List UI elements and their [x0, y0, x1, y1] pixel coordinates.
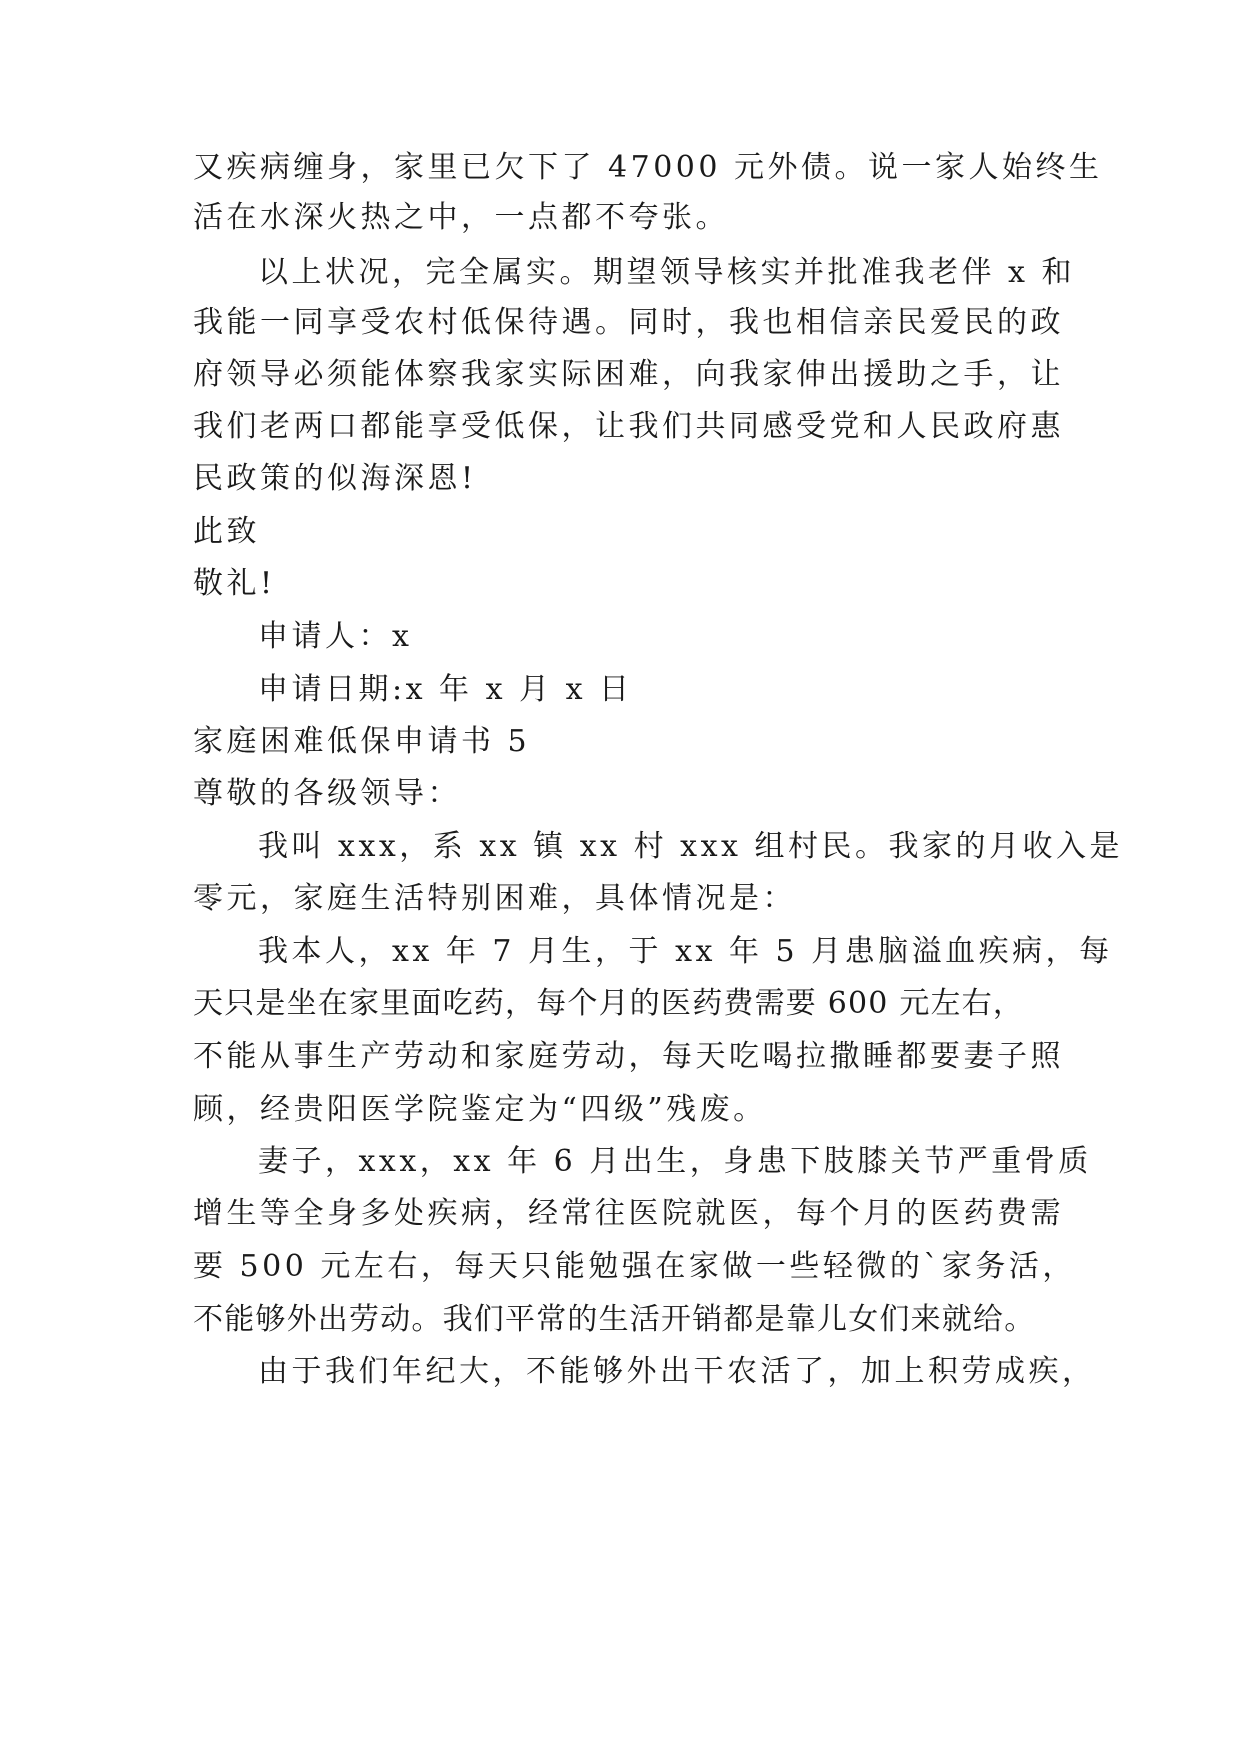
text-line: 府领导必须能体察我家实际困难，向我家伸出援助之手，让 [193, 357, 1064, 392]
paragraph-first-line: 我本人，xx 年 7 月生，于 xx 年 5 月患脑溢血疾病，每 [258, 934, 1113, 969]
paragraph-first-line: 以上状况，完全属实。期望领导核实并批准我老伴 x 和 [258, 255, 1075, 290]
paragraph-first-line: 由于我们年纪大，不能够外出干农活了，加上积劳成疾， [258, 1354, 1096, 1389]
text-line: 又疾病缠身，家里已欠下了 47000 元外债。说一家人始终生 [193, 150, 1103, 185]
text-line: 要 500 元左右，每天只能勉强在家做一些轻微的`家务活， [193, 1249, 1076, 1284]
text-line: 增生等全身多处疾病，经常往医院就医，每个月的医药费需 [193, 1196, 1064, 1231]
text-line: 不能从事生产劳动和家庭劳动，每天吃喝拉撒睡都要妻子照 [193, 1039, 1064, 1074]
section-title: 家庭困难低保申请书 5 [193, 724, 531, 759]
text-line: 零元，家庭生活特别困难，具体情况是： [193, 881, 796, 916]
text-line: 不能够外出劳动。我们平常的生活开销都是靠儿女们来就给。 [193, 1302, 1036, 1337]
paragraph-first-line: 我叫 xxx，系 xx 镇 xx 村 xxx 组村民。我家的月收入是 [258, 829, 1123, 864]
text-line: 我能一同享受农村低保待遇。同时，我也相信亲民爱民的政 [193, 305, 1064, 340]
text-line: 顾，经贵阳医学院鉴定为“四级”残废。 [193, 1092, 767, 1127]
text-line: 天只是坐在家里面吃药，每个月的医药费需要 600 元左右， [193, 986, 1025, 1021]
closing-respect: 敬礼! [193, 566, 276, 601]
applicant-name: 申请人：x [258, 619, 413, 654]
text-line: 民政策的似海深恩! [193, 461, 477, 496]
greeting: 尊敬的各级领导： [193, 776, 461, 811]
text-line: 我们老两口都能享受低保，让我们共同感受党和人民政府惠 [193, 409, 1064, 444]
application-date: 申请日期:x 年 x 月 x 日 [258, 672, 633, 707]
text-line: 活在水深火热之中，一点都不夸张。 [193, 200, 729, 235]
closing-salutation: 此致 [193, 514, 260, 549]
paragraph-first-line: 妻子，xxx，xx 年 6 月出生，身患下肢膝关节严重骨质 [258, 1144, 1092, 1179]
